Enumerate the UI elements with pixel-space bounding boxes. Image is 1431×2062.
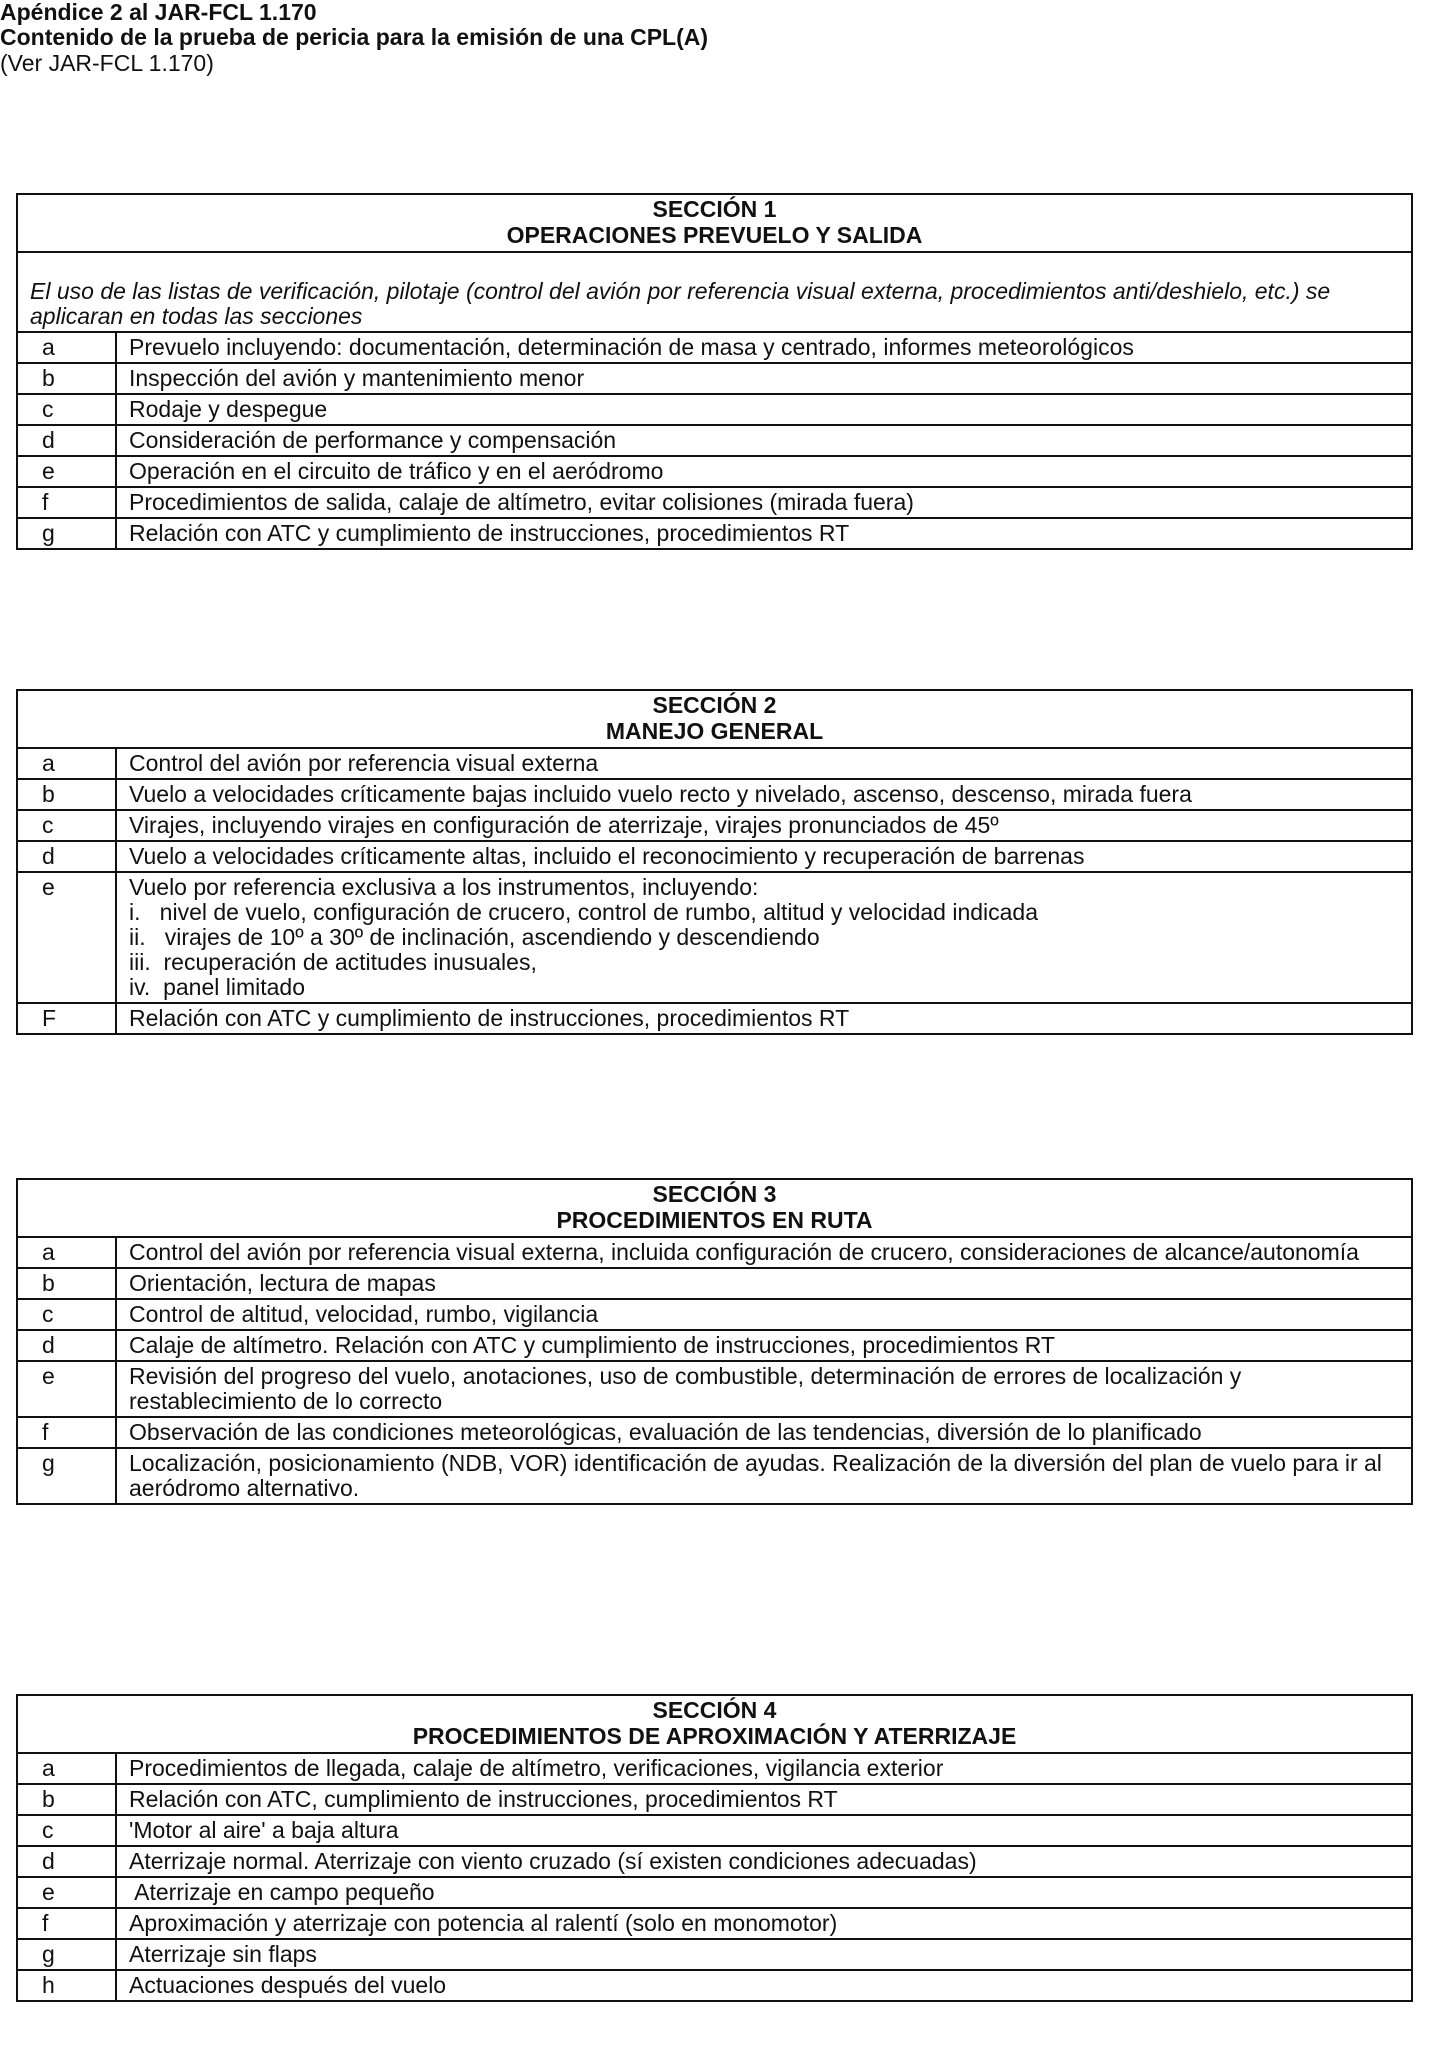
sub-item: ii. virajes de 10º a 30º de inclinación, ascendiendo y descendiendo: [129, 924, 820, 950]
section-note: El uso de las listas de verificación, pilotaje (control del avión por referencia visual externa, procedimientos anti/deshielo, etc.) se aplicaran en todas las secciones: [18, 251, 1411, 331]
table-row: [18, 1330, 1411, 1361]
item-letter: e: [18, 1361, 116, 1417]
document-header: [0, 0, 1431, 76]
section-items-table: [18, 1752, 1411, 2000]
item-letter: b: [18, 779, 116, 810]
section-3: [16, 1178, 1413, 1505]
item-letter: f: [18, 1417, 116, 1448]
section-title: MANEJO GENERAL: [605, 718, 824, 744]
item-text: Control del avión por referencia visual externa: [116, 748, 1411, 779]
section-items-table: [18, 331, 1411, 548]
item-letter: d: [18, 1330, 116, 1361]
item-letter: g: [18, 518, 116, 548]
table-row: [18, 779, 1411, 810]
item-text: Consideración de performance y compensación: [116, 425, 1411, 456]
item-text: Operación en el circuito de tráfico y en el aeródromo: [116, 456, 1411, 487]
table-row: [18, 487, 1411, 518]
item-text: Vuelo por referencia exclusiva a los instrumentos, incluyendo:: [129, 874, 759, 900]
document-title: Apéndice 2 al JAR-FCL 1.170: [0, 0, 317, 25]
table-row: [18, 332, 1411, 363]
table-row: [18, 872, 1411, 1003]
table-row: [18, 1417, 1411, 1448]
table-row: [18, 810, 1411, 841]
section-1: [16, 193, 1413, 550]
item-letter: g: [18, 1939, 116, 1970]
table-row: [18, 1237, 1411, 1268]
table-row: [18, 394, 1411, 425]
item-letter: a: [18, 1237, 116, 1268]
table-row: [18, 1877, 1411, 1908]
section-number: SECCIÓN 2: [652, 692, 777, 718]
table-row: [18, 748, 1411, 779]
section-items-table: [18, 747, 1411, 1033]
item-letter: a: [18, 1753, 116, 1784]
item-letter: e: [18, 1877, 116, 1908]
item-letter: g: [18, 1448, 116, 1503]
item-text: Aproximación y aterrizaje con potencia al ralentí (solo en monomotor): [116, 1908, 1411, 1939]
sub-item: i. nivel de vuelo, configuración de crucero, control de rumbo, altitud y velocidad indicada: [129, 899, 1039, 925]
item-text: Calaje de altímetro. Relación con ATC y cumplimiento de instrucciones, procedimientos RT: [116, 1330, 1411, 1361]
item-text: Procedimientos de llegada, calaje de altímetro, verificaciones, vigilancia exterior: [116, 1753, 1411, 1784]
item-letter: e: [18, 872, 116, 1003]
table-row: [18, 1299, 1411, 1330]
item-text: Relación con ATC y cumplimiento de instrucciones, procedimientos RT: [116, 518, 1411, 548]
item-letter: b: [18, 1784, 116, 1815]
item-text: Procedimientos de salida, calaje de altímetro, evitar colisiones (mirada fuera): [116, 487, 1411, 518]
table-row: [18, 1939, 1411, 1970]
sub-item: iv. panel limitado: [129, 974, 305, 1000]
table-row: [18, 841, 1411, 872]
document-reference: (Ver JAR-FCL 1.170): [0, 50, 214, 76]
item-letter: h: [18, 1970, 116, 2000]
item-text: Aterrizaje sin flaps: [116, 1939, 1411, 1970]
item-letter: f: [18, 1908, 116, 1939]
table-row: [18, 1908, 1411, 1939]
item-text: Relación con ATC y cumplimiento de instrucciones, procedimientos RT: [116, 1003, 1411, 1033]
item-text: Relación con ATC, cumplimiento de instrucciones, procedimientos RT: [116, 1784, 1411, 1815]
item-text: Revisión del progreso del vuelo, anotaciones, uso de combustible, determinación de errores de localización y restablecimiento de lo correcto: [116, 1361, 1411, 1417]
item-letter: c: [18, 394, 116, 425]
item-text: Rodaje y despegue: [116, 394, 1411, 425]
item-text: Vuelo a velocidades críticamente bajas incluido vuelo recto y nivelado, ascenso, descenso, mirada fuera: [116, 779, 1411, 810]
item-letter: f: [18, 487, 116, 518]
section-heading: [18, 691, 1411, 747]
item-letter: c: [18, 1299, 116, 1330]
item-letter: c: [18, 1815, 116, 1846]
item-letter: F: [18, 1003, 116, 1033]
item-letter: d: [18, 841, 116, 872]
table-row: [18, 1846, 1411, 1877]
section-heading: [18, 1696, 1411, 1752]
section-title: PROCEDIMIENTOS DE APROXIMACIÓN Y ATERRIZAJE: [412, 1723, 1017, 1749]
section-heading: [18, 1180, 1411, 1236]
table-row: [18, 1003, 1411, 1033]
item-text: Inspección del avión y mantenimiento menor: [116, 363, 1411, 394]
section-number: SECCIÓN 4: [652, 1697, 777, 1723]
item-letter: a: [18, 748, 116, 779]
item-letter: d: [18, 425, 116, 456]
table-row: [18, 363, 1411, 394]
item-text: Localización, posicionamiento (NDB, VOR) identificación de ayudas. Realización de la diversión del plan de vuelo para ir al aeródromo alternativo.: [116, 1448, 1411, 1503]
table-row: [18, 456, 1411, 487]
document-subtitle: Contenido de la prueba de pericia para la emisión de una CPL(A): [0, 24, 709, 50]
item-text: Observación de las condiciones meteorológicas, evaluación de las tendencias, diversión de lo planificado: [116, 1417, 1411, 1448]
item-text: Orientación, lectura de mapas: [116, 1268, 1411, 1299]
section-title: OPERACIONES PREVUELO Y SALIDA: [506, 222, 923, 248]
item-text: Control del avión por referencia visual externa, incluida configuración de crucero, consideraciones de alcance/autonomía: [116, 1237, 1411, 1268]
table-row: [18, 425, 1411, 456]
item-text-block: [116, 872, 1411, 1003]
table-row: [18, 1361, 1411, 1417]
section-number: SECCIÓN 1: [652, 196, 777, 222]
item-letter: b: [18, 1268, 116, 1299]
item-text: Aterrizaje en campo pequeño: [116, 1877, 1411, 1908]
table-row: [18, 518, 1411, 548]
table-row: [18, 1784, 1411, 1815]
section-title: PROCEDIMIENTOS EN RUTA: [556, 1207, 873, 1233]
table-row: [18, 1448, 1411, 1503]
section-number: SECCIÓN 3: [652, 1181, 777, 1207]
sub-item: iii. recuperación de actitudes inusuales,: [129, 949, 537, 975]
item-text: 'Motor al aire' a baja altura: [116, 1815, 1411, 1846]
table-row: [18, 1268, 1411, 1299]
item-letter: c: [18, 810, 116, 841]
item-text: Aterrizaje normal. Aterrizaje con viento cruzado (sí existen condiciones adecuadas): [116, 1846, 1411, 1877]
item-letter: a: [18, 332, 116, 363]
item-letter: d: [18, 1846, 116, 1877]
item-text: Virajes, incluyendo virajes en configuración de aterrizaje, virajes pronunciados de 45º: [116, 810, 1411, 841]
item-text: Actuaciones después del vuelo: [116, 1970, 1411, 2000]
item-letter: e: [18, 456, 116, 487]
section-4: [16, 1694, 1413, 2002]
table-row: [18, 1970, 1411, 2000]
item-text: Vuelo a velocidades críticamente altas, incluido el reconocimiento y recuperación de barrenas: [116, 841, 1411, 872]
section-2: [16, 689, 1413, 1035]
section-heading: [18, 195, 1411, 251]
item-text: Prevuelo incluyendo: documentación, determinación de masa y centrado, informes meteorológicos: [116, 332, 1411, 363]
item-letter: b: [18, 363, 116, 394]
table-row: [18, 1815, 1411, 1846]
table-row: [18, 1753, 1411, 1784]
section-items-table: [18, 1236, 1411, 1503]
item-text: Control de altitud, velocidad, rumbo, vigilancia: [116, 1299, 1411, 1330]
